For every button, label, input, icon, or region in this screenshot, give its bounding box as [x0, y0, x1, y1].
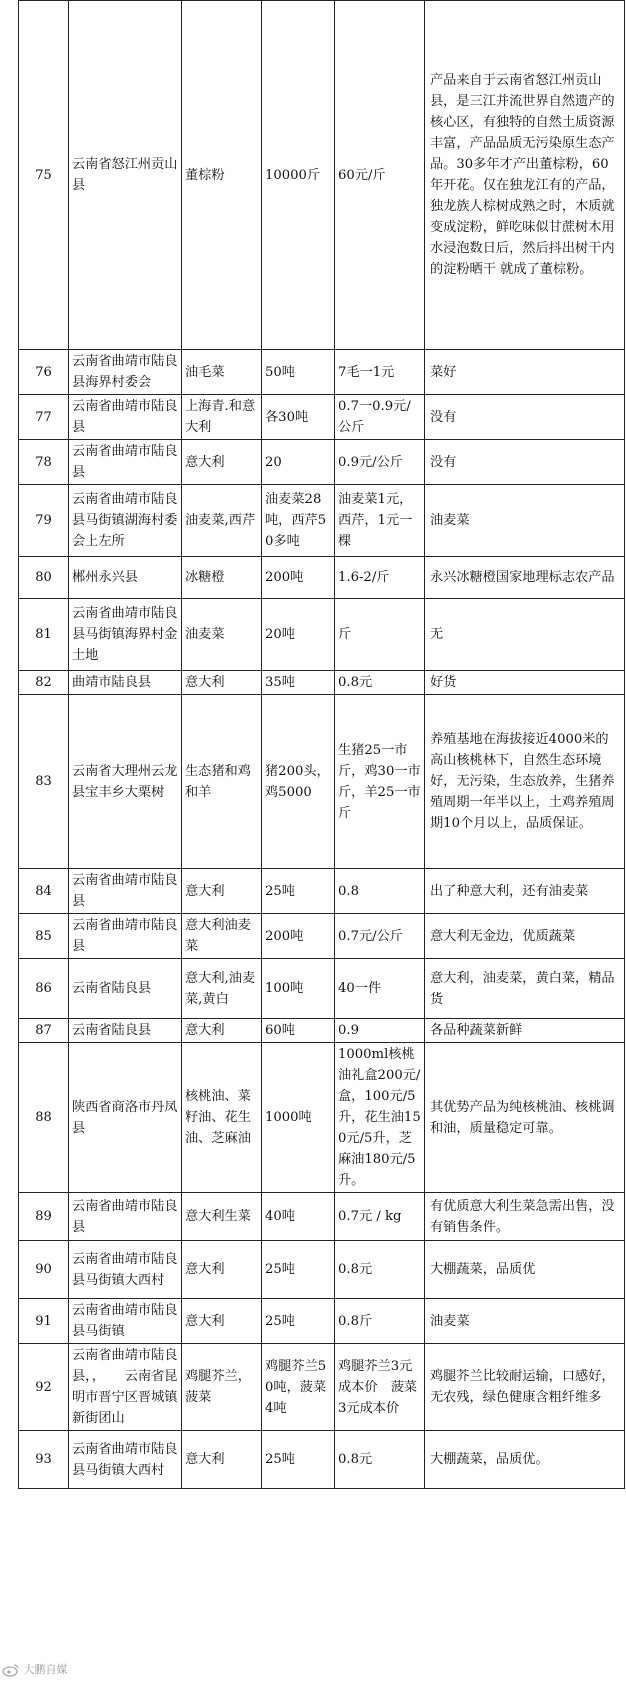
price-cell: 0.8元 — [335, 1241, 425, 1299]
product-cell: 意大利 — [182, 671, 262, 695]
produce-table-body — [19, 1, 625, 1489]
location-cell: 云南省曲靖市陆良县海界村委会 — [69, 350, 182, 395]
location-cell: 云南省曲靖市陆良县 — [69, 395, 182, 440]
location-cell: 云南省曲靖市陆良县，， 云南省昆明市晋宁区晋城镇新街团山 — [69, 1344, 182, 1431]
description-cell: 产品来自于云南省怒江州贡山县，是三江并流世界自然遗产的核心区，有独特的自然土质资源丰富，产品品质无污染原生态产品。30多年才产出董棕粉，60年开花。仅在独龙江有的产品，独龙族人棕树成熟之时，木质就变成淀粉，鲜吃味似甘蔗树木用水浸泡数日后，然后抖出树干内的淀粉晒干 就成了董棕粉。 — [425, 1, 625, 350]
description-cell: 永兴冰糖橙国家地理标志农产品 — [425, 557, 625, 599]
watermark-text: 大鹏自媒 — [23, 1663, 68, 1676]
description-cell: 没有 — [425, 440, 625, 485]
row-number: 88 — [19, 1043, 69, 1193]
table-row — [19, 959, 625, 1019]
description-cell: 鸡腿芥兰比较耐运输，口感好，无农残，绿色健康含粗纤维多 — [425, 1344, 625, 1431]
table-row — [19, 1344, 625, 1431]
price-cell: 0.7元/公斤 — [335, 914, 425, 959]
location-cell: 云南省大理州云龙县宝丰乡大栗树 — [69, 695, 182, 869]
table-row — [19, 671, 625, 695]
location-cell: 陕西省商洛市丹凤县 — [69, 1043, 182, 1193]
row-number: 75 — [19, 1, 69, 350]
table-row — [19, 1299, 625, 1344]
description-cell: 各品种蔬菜新鲜 — [425, 1019, 625, 1043]
description-cell: 无 — [425, 599, 625, 671]
location-cell: 云南省曲靖市陆良县马街镇 — [69, 1299, 182, 1344]
product-cell: 冰糖橙 — [182, 557, 262, 599]
product-cell: 意大利 — [182, 1019, 262, 1043]
quantity-cell: 20吨 — [262, 599, 335, 671]
product-cell: 油麦菜 — [182, 599, 262, 671]
location-cell: 云南省曲靖市陆良县马街镇大西村 — [69, 1241, 182, 1299]
price-cell: 0.8元 — [335, 671, 425, 695]
price-cell: 鸡腿芥兰3元成本价 菠菜3元成本价 — [335, 1344, 425, 1431]
product-cell: 意大利,油麦菜,黄白 — [182, 959, 262, 1019]
quantity-cell: 猪200头，鸡5000 — [262, 695, 335, 869]
product-cell: 董棕粉 — [182, 1, 262, 350]
quantity-cell: 35吨 — [262, 671, 335, 695]
row-number: 81 — [19, 599, 69, 671]
product-cell: 油毛菜 — [182, 350, 262, 395]
price-cell: 生猪25一市斤，鸡30一市斤，羊25一市斤 — [335, 695, 425, 869]
table-row — [19, 1193, 625, 1241]
row-number: 80 — [19, 557, 69, 599]
price-cell: 0.9元/公斤 — [335, 440, 425, 485]
product-cell: 意大利 — [182, 1299, 262, 1344]
price-cell: 0.7元 / kg — [335, 1193, 425, 1241]
description-cell: 没有 — [425, 395, 625, 440]
table-row — [19, 557, 625, 599]
quantity-cell: 鸡腿芥兰50吨，菠菜4吨 — [262, 1344, 335, 1431]
row-number: 79 — [19, 485, 69, 557]
description-cell: 菜好 — [425, 350, 625, 395]
location-cell: 云南省曲靖市陆良县 — [69, 869, 182, 914]
description-cell: 油麦菜 — [425, 1299, 625, 1344]
quantity-cell: 50吨 — [262, 350, 335, 395]
price-cell: 1000ml核桃油礼盒200元/盒，100元/5升，花生油150元/5升，芝麻油180元/5升。 — [335, 1043, 425, 1193]
product-cell: 意大利 — [182, 440, 262, 485]
quantity-cell: 25吨 — [262, 1241, 335, 1299]
description-cell: 油麦菜 — [425, 485, 625, 557]
product-cell: 上海青.和意大利 — [182, 395, 262, 440]
row-number: 86 — [19, 959, 69, 1019]
quantity-cell: 各30吨 — [262, 395, 335, 440]
price-cell: 0.7一0.9元/公斤 — [335, 395, 425, 440]
location-cell: 曲靖市陆良县 — [69, 671, 182, 695]
table-row — [19, 485, 625, 557]
location-cell: 云南省曲靖市陆良县马街镇海界村金土地 — [69, 599, 182, 671]
quantity-cell: 20 — [262, 440, 335, 485]
table-row — [19, 1019, 625, 1043]
price-cell: 7毛一1元 — [335, 350, 425, 395]
location-cell: 云南省曲靖市陆良县马街镇湖海村委会上左所 — [69, 485, 182, 557]
description-cell: 有优质意大利生菜急需出售，没有销售条件。 — [425, 1193, 625, 1241]
row-number: 92 — [19, 1344, 69, 1431]
description-cell: 大棚蔬菜，品质优 — [425, 1241, 625, 1299]
price-cell: 0.9 — [335, 1019, 425, 1043]
table-row — [19, 1431, 625, 1489]
description-cell: 大棚蔬菜，品质优。 — [425, 1431, 625, 1489]
quantity-cell: 40吨 — [262, 1193, 335, 1241]
product-cell: 意大利 — [182, 1431, 262, 1489]
quantity-cell: 200吨 — [262, 914, 335, 959]
table-row — [19, 1043, 625, 1193]
table-row — [19, 695, 625, 869]
table-row — [19, 440, 625, 485]
price-cell: 1.6-2/斤 — [335, 557, 425, 599]
location-cell: 云南省曲靖市陆良县 — [69, 914, 182, 959]
watermark — [2, 1661, 68, 1677]
product-cell: 意大利生菜 — [182, 1193, 262, 1241]
price-cell: 斤 — [335, 599, 425, 671]
table-row — [19, 350, 625, 395]
description-cell: 意大利，油麦菜，黄白菜，精品货 — [425, 959, 625, 1019]
product-cell: 生态猪和鸡和羊 — [182, 695, 262, 869]
row-number: 83 — [19, 695, 69, 869]
description-cell: 意大利无金边，优质蔬菜 — [425, 914, 625, 959]
table-row — [19, 395, 625, 440]
quantity-cell: 1000吨 — [262, 1043, 335, 1193]
quantity-cell: 25吨 — [262, 869, 335, 914]
location-cell: 云南省曲靖市陆良县马街镇大西村 — [69, 1431, 182, 1489]
quantity-cell: 25吨 — [262, 1299, 335, 1344]
price-cell: 60元/斤 — [335, 1, 425, 350]
price-cell: 40一件 — [335, 959, 425, 1019]
product-cell: 意大利油麦菜 — [182, 914, 262, 959]
table-row — [19, 1241, 625, 1299]
row-number: 84 — [19, 869, 69, 914]
table-row — [19, 914, 625, 959]
row-number: 82 — [19, 671, 69, 695]
location-cell: 郴州永兴县 — [69, 557, 182, 599]
description-cell: 出了种意大利，还有油麦菜 — [425, 869, 625, 914]
location-cell: 云南省曲靖市陆良县 — [69, 440, 182, 485]
description-cell: 其优势产品为纯核桃油、核桃调和油，质量稳定可靠。 — [425, 1043, 625, 1193]
produce-table — [18, 0, 625, 1489]
weibo-logo-icon — [2, 1663, 20, 1677]
row-number: 91 — [19, 1299, 69, 1344]
description-cell: 养殖基地在海拔接近4000米的高山核桃林下，自然生态环境好，无污染，生态放养，生猪养殖周期一年半以上，土鸡养殖周期10个月以上，品质保证。 — [425, 695, 625, 869]
table-row — [19, 869, 625, 914]
location-cell: 云南省曲靖市陆良县 — [69, 1193, 182, 1241]
row-number: 76 — [19, 350, 69, 395]
description-cell: 好货 — [425, 671, 625, 695]
row-number: 90 — [19, 1241, 69, 1299]
row-number: 93 — [19, 1431, 69, 1489]
quantity-cell: 10000斤 — [262, 1, 335, 350]
quantity-cell: 油麦菜28吨，西芹50多吨 — [262, 485, 335, 557]
quantity-cell: 200吨 — [262, 557, 335, 599]
row-number: 78 — [19, 440, 69, 485]
row-number: 77 — [19, 395, 69, 440]
row-number: 89 — [19, 1193, 69, 1241]
row-number: 85 — [19, 914, 69, 959]
price-cell: 0.8斤 — [335, 1299, 425, 1344]
table-row — [19, 1, 625, 350]
table-row — [19, 599, 625, 671]
price-cell: 0.8元 — [335, 1431, 425, 1489]
quantity-cell: 25吨 — [262, 1431, 335, 1489]
quantity-cell: 60吨 — [262, 1019, 335, 1043]
location-cell: 云南省陆良县 — [69, 1019, 182, 1043]
location-cell: 云南省陆良县 — [69, 959, 182, 1019]
price-cell: 0.8 — [335, 869, 425, 914]
location-cell: 云南省怒江州贡山县 — [69, 1, 182, 350]
price-cell: 油麦菜1元，西芹，1元一棵 — [335, 485, 425, 557]
product-cell: 意大利 — [182, 869, 262, 914]
product-cell: 核桃油、菜籽油、花生油、芝麻油 — [182, 1043, 262, 1193]
quantity-cell: 100吨 — [262, 959, 335, 1019]
product-cell: 油麦菜,西芹 — [182, 485, 262, 557]
product-cell: 鸡腿芥兰，菠菜 — [182, 1344, 262, 1431]
row-number: 87 — [19, 1019, 69, 1043]
product-cell: 意大利 — [182, 1241, 262, 1299]
